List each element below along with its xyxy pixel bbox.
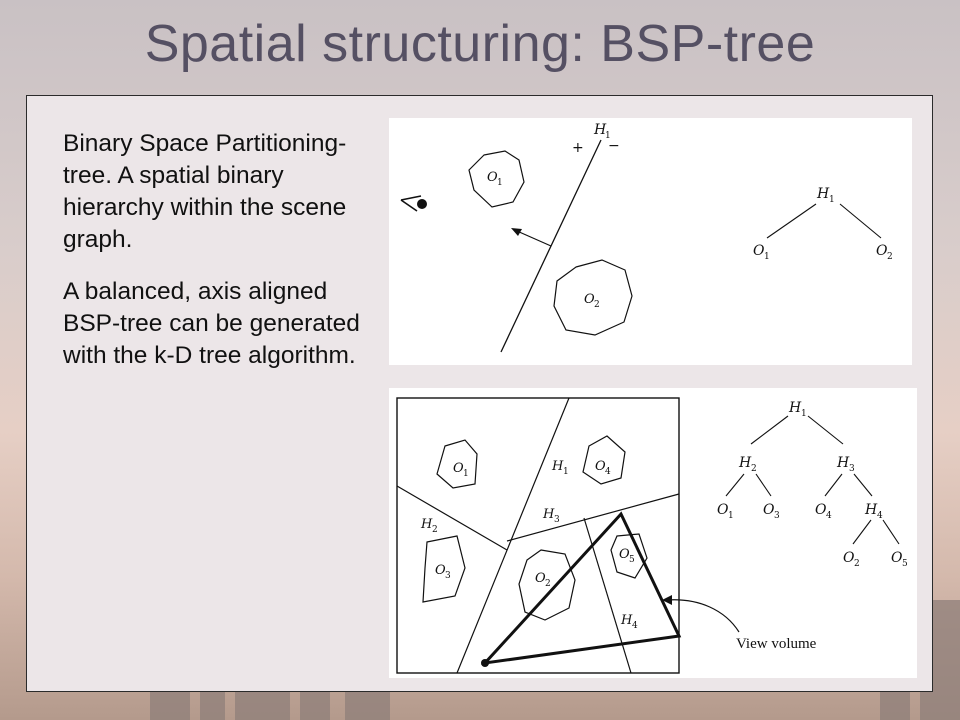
minus-sign: − xyxy=(608,138,620,154)
tree-left-label: O xyxy=(753,243,765,259)
tree-edge-h1-h2 xyxy=(751,416,788,444)
tree-right-sub: 2 xyxy=(887,252,893,262)
region-o3-sub: 3 xyxy=(445,571,451,581)
tree-edge-h4-o5 xyxy=(883,520,899,544)
region-o2-label: O xyxy=(535,571,546,586)
tree-node-h2-sub: 2 xyxy=(751,464,757,474)
tree-edge-right xyxy=(840,204,881,238)
region-o4-label: O xyxy=(595,459,606,474)
object-o2-label: O xyxy=(584,292,595,307)
plane-h2-line xyxy=(397,486,507,550)
region-o1-sub: 1 xyxy=(463,469,469,479)
viewpoint-dot xyxy=(417,199,427,209)
region-o5-label: O xyxy=(619,547,630,562)
region-h1-sub: 1 xyxy=(563,467,569,477)
view-volume-callout-line xyxy=(667,600,739,632)
tree-edge-h2-o1 xyxy=(726,474,744,496)
plus-sign: + xyxy=(572,140,584,156)
normal-arrow-line xyxy=(517,231,551,246)
tree-edge-h3-h4 xyxy=(854,474,872,496)
region-h2-label: H xyxy=(421,517,433,532)
region-o2-sub: 2 xyxy=(545,579,551,589)
tree-node-o3: O xyxy=(763,502,775,518)
tree-edge-h1-h3 xyxy=(808,416,843,444)
tree-node-o4: O xyxy=(815,502,827,518)
tree-node-o4-sub: 4 xyxy=(826,511,832,521)
tree-node-o5: O xyxy=(891,550,903,566)
region-h2-sub: 2 xyxy=(432,525,438,535)
region-o3-label: O xyxy=(435,563,446,578)
tree-node-h3-sub: 3 xyxy=(849,464,855,474)
plane-h1-sub: 1 xyxy=(605,131,611,141)
tree-node-h1-sub: 1 xyxy=(801,409,807,419)
object-o1-sub: 1 xyxy=(497,178,503,188)
view-origin-dot xyxy=(481,659,489,667)
paragraph-bsp-definition: Binary Space Partitioning-tree. A spatial binary hierarchy within the scene graph. xyxy=(63,130,347,253)
tree-node-h2: H xyxy=(739,455,752,471)
slide-text xyxy=(63,128,363,392)
bsp-tree xyxy=(717,400,908,569)
region-o1-label: O xyxy=(453,461,464,476)
tree-node-o5-sub: 5 xyxy=(902,559,908,569)
tree-node-h3: H xyxy=(837,455,850,471)
tree-edge-left xyxy=(767,204,816,238)
region-h3-label: H xyxy=(543,507,555,522)
plane-h3-line xyxy=(507,494,679,541)
bsp-single-plane-figure xyxy=(389,118,912,365)
tree-node-o2: O xyxy=(843,550,855,566)
tree-edge-h4-o2 xyxy=(853,520,871,544)
tree-node-o3-sub: 3 xyxy=(774,511,780,521)
view-volume-triangle xyxy=(485,514,679,663)
tree-node-o1: O xyxy=(717,502,729,518)
tree-root-label: H xyxy=(817,186,830,202)
slide-title: Spatial structuring: BSP-tree xyxy=(144,15,816,73)
region-h4-label: H xyxy=(621,613,633,628)
tree-node-h1: H xyxy=(789,400,802,416)
object-o2-sub: 2 xyxy=(594,300,600,310)
tree-right-label: O xyxy=(876,243,888,259)
tree-node-o1-sub: 1 xyxy=(728,511,734,521)
tree-node-h4: H xyxy=(865,502,878,518)
tree-node-h4-sub: 4 xyxy=(877,511,883,521)
plane-h1-label: H xyxy=(594,122,607,138)
region-h1-label: H xyxy=(552,459,564,474)
region-o5-sub: 5 xyxy=(629,555,635,565)
tree-edge-h3-o4 xyxy=(825,474,842,496)
scene-bounds-box xyxy=(397,398,679,673)
object-o1-label: O xyxy=(487,170,498,185)
region-h3-sub: 3 xyxy=(554,515,560,525)
bsp-multi-plane-diagram xyxy=(389,388,917,678)
tree-root-sub: 1 xyxy=(829,195,835,205)
region-o4-sub: 4 xyxy=(605,467,611,477)
region-h4-sub: 4 xyxy=(632,621,638,631)
tree-node-o2-sub: 2 xyxy=(854,559,860,569)
tree-edge-h2-o3 xyxy=(756,474,771,496)
view-volume-label: View volume xyxy=(736,636,817,652)
tree-left-sub: 1 xyxy=(764,252,770,262)
bsp-single-plane-diagram xyxy=(389,118,912,365)
paragraph-kd-tree: A balanced, axis aligned BSP-tree can be generated with the k-D tree algorithm. xyxy=(63,278,360,369)
bsp-multi-plane-figure xyxy=(389,388,917,678)
